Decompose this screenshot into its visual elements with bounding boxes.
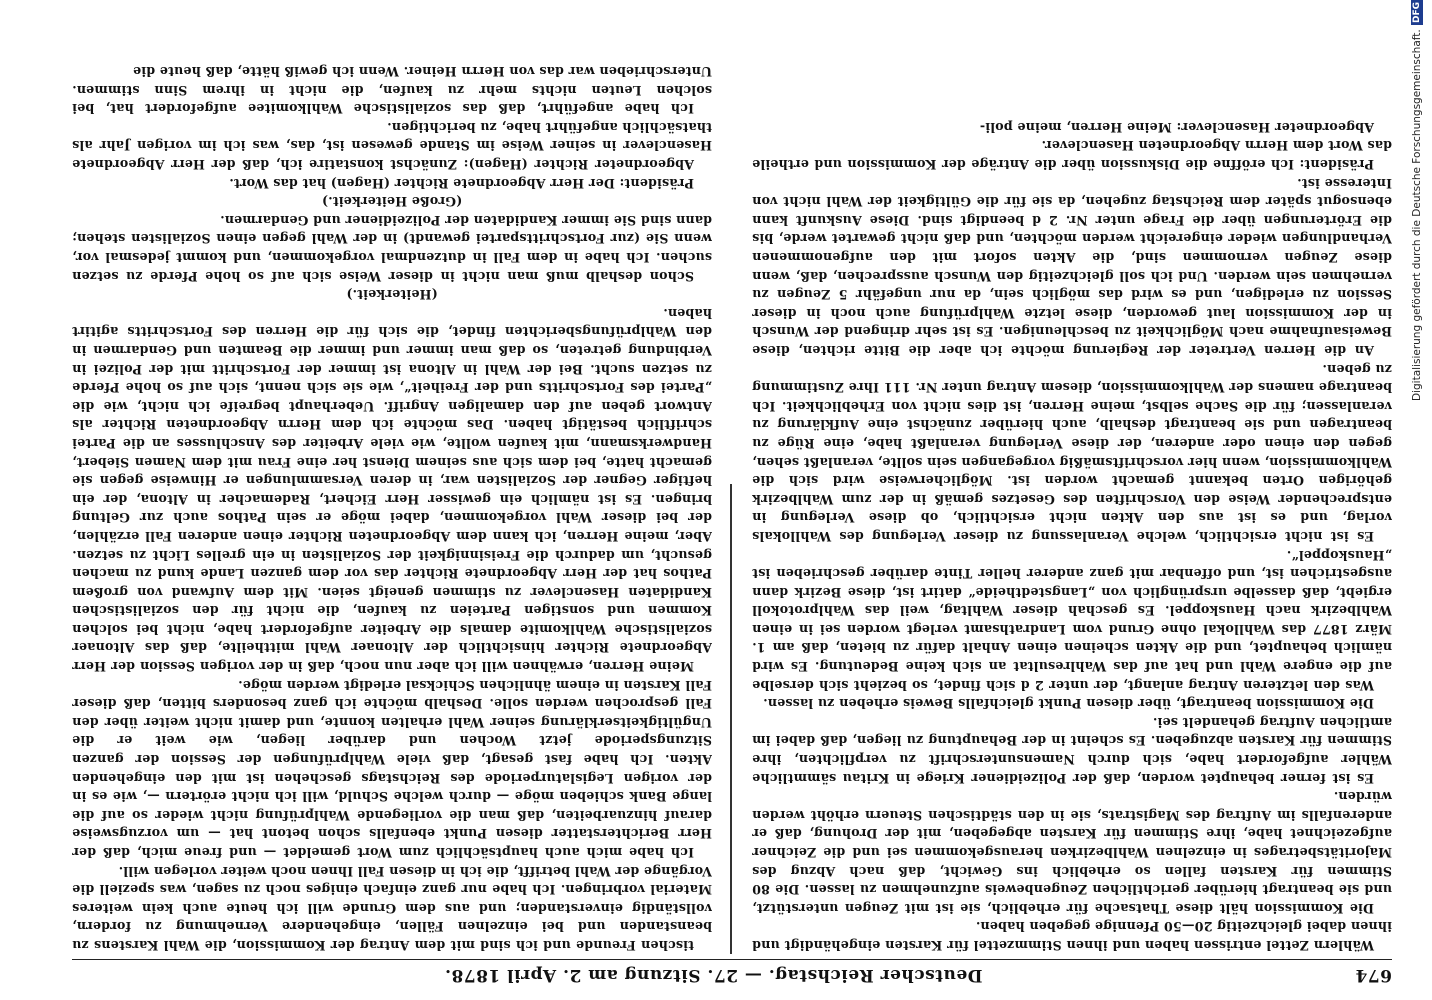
paragraph: tischen Freunde und ich sind mit dem Antrag der Kommission, die Wahl Karstens zu beanstanden und bei einzelnen Fällen, eingehendere Vernehmung zu fordern, vollständig einverstanden; und aus dem Grunde will ich heute auch kein weiteres Material vorbringen. Ich habe nur ganz einfach einiges noch zu sagen, was speziell die Vorgänge der Wahl betrifft, die ich in diesen Fall Ihnen noch weiter vorlegen will. xyxy=(72,863,712,953)
column-divider xyxy=(731,484,733,954)
paragraph: (Heiterkeit.) xyxy=(346,287,438,303)
paragraph: Wählern Zettel entrissen haben und ihnen Stimmzettel für Karsten eingehändigt und ihnen dabei gleichzeitig 20—50 Pfennige gegeben haben. xyxy=(752,919,1392,953)
paragraph: Ich habe angeführt, daß das sozialistische Wahlkomitee aufgefordert hat, bei solchen Leuten nichts mehr zu kaufen, die nicht in ihrem Sinn stimmen. Unterschrieben war das von Herrn Heiner. Wenn ich gewiß hätte, daß heute die xyxy=(72,64,712,117)
paragraph: (Große Heiterkeit.) xyxy=(321,194,463,210)
dfg-logo: DFG xyxy=(1412,2,1422,24)
paragraph: Die Kommission beantragt, über diesen Punkt gleichfalls Beweis erheben zu lassen. xyxy=(763,696,1374,712)
paragraph: Präsident: Der Herr Abgeordnete Richter (Hagen) hat das Wort. xyxy=(229,175,694,191)
paragraph: Es ist ferner behauptet worden, daß der Polizeidiener Kriege in Kritau sämmtliche Wähler aufgefordert habe, sich durch Namensunterschrift zu verpflichten, ihre Stimmen für Karsten abzugeben. Es scheint in der Behauptung zu liegen, daß dabei im amtlichen Auftrag gehandelt sei. xyxy=(752,714,1392,786)
paragraph: Es ist nicht ersichtlich, welche Veranlassung zu dieser Verlegung des Wahllokals vorlag, und es ist aus den Akten nicht ersichtlich, ob diese Verlegung in entsprechender Weise den Vorschriften des Gesetzes gemäß in der zum Wahlbezirk gehörigen Orten bekannt gemacht worden ist. Möglicherweise wird sich die Wahlkommission, wenn hier vorschriftsmäßig vorgegangen sein sollte, veranlaßt sehen, gegen den einen oder anderen, der diese Verlegung veranlaßt habe, eine Rüge zu beantragen und sie beantragt deshalb, auch hierüber zunächst eine Aufklärung zu veranlassen; für die Sache selbst, meine Herren, ist dies nicht von Erheblichkeit. Ich beantrage namens der Wahlkommission, diesem Antrag unter Nr. 111 Ihre Zustimmung zu geben. xyxy=(752,361,1392,544)
page-number: 674 xyxy=(1355,965,1392,985)
credit-text: Digitalisierung gefördert durch die Deutsche Forschungsgemeinschaft. xyxy=(1411,29,1423,401)
page-running-title: Deutscher Reichstag. — 27. Sitzung am 2. April 1878. xyxy=(444,965,983,985)
text-column-right xyxy=(72,54,712,954)
paragraph: An die Herren Vertreter der Regierung möchte ich aber die Bitte richten, diese Beweisaufnahme nach Möglichkeit zu beschleunigen. Es ist sehr dringend der Wunsch in der Kommission laut geworden, diese letzte Wahlprüfung auch noch in dieser Session zu erledigen, und es wird das möglich sein, da nur ungefähr 5 Zeugen zu vernehmen sein werden. Und ich soll gleichzeitig den Wunsch aussprechen, daß, wenn diese Zeugen vernommen sind, die Akten sofort mit den aufgenommenen Verhandlungen wieder eingereicht werden möchten, und daß nicht gewartet werde, bis die Erörterungen über die Frage unter Nr. 2 d beendigt sind. Diese Auskunft kann ebensogut später dem Reichstag zugehen, da sie für die Gültigkeit der Wahl nicht von Interesse ist. xyxy=(752,175,1392,358)
text-column-left xyxy=(752,54,1392,954)
paragraph: Schon deshalb muß man nicht in dieser Weise sich auf so hohe Pferde zu setzen suchen. Ich habe in dem Fall in dutzendmal vorgekommen, und kommt jedesmal vor, wenn Sie (zur Fortschrittspartei gewandt) in der Wahl gegen einen Sozialisten stehen; dann sind Sie immer Kandidaten der Polizeidiener und Gendarmen. xyxy=(72,212,712,284)
page-header xyxy=(72,959,1392,990)
paragraph: Die Kommission hält diese Thatsache für erheblich, sie ist mit Zeugen unterstützt, und sie beantragt hierüber gerichtlichen Zeugenbeweis aufzunehmen zu lassen. Die 80 Stimmen für Karsten fallen so erheblich ins Gewicht, daß nach Abzug des Majoritätsbetrages in einzelnen Wahlbezirken herausgekommen sei und die Zeichner aufgezeichnet habe, ihre Stimmen für Karsten abgegeben, mit der Drohung, daß er anderenfalls im Auftrag des Magistrats, sie in den städtischen Steuern erhöht werden würden. xyxy=(752,789,1392,916)
digitization-credit xyxy=(1406,0,1428,1000)
paragraph: Abgeordneter Richter (Hagen): Zunächst konstatire ich, daß der Herr Abgeordnete Hasenclever in seiner Weise im Stande gewesen ist, das, was ich im vorigen Jahr als thatsächlich angeführt habe, zu berichtigen. xyxy=(72,119,712,173)
paragraph: Ich habe mich auch hauptsächlich zum Wort gemeldet — und freue mich, daß der Herr Berichterstatter diesen Punkt ebenfalls schon betont hat — um vorzugsweise darauf hinzuarbeiten, daß man die vorliegende Wahlprüfung nicht wieder so auf die lange Bank schieben möge — durch welche Schuld, will ich nicht erörtern —, wie es in der vorigen Legislaturperiode des Reichstags geschehen ist mit den eingehenden Akten. Ich habe fast gesagt, daß viele Wahlprüfungen der Session der ganzen Sitzungsperiode jetzt Wochen und darüber liegen, wie weit er die Ungültigkeitserklärung seiner Wahl erhalten konnte, und damit nicht weiter über den Fall gesprochen werden solle. Deshalb möchte ich ganz besonders bitten, daß dieser Fall Karsten in einem ähnlichen Schicksal erledigt werden möge. xyxy=(72,677,712,861)
paragraph: Meine Herren, erwähnen will ich aber nun noch, daß in der vorigen Session der Herr Abgeordnete Richter hinsichtlich der Altonaer Wahl mittheilte, daß das Altonaer sozialistische Wahlkomite damals die Arbeiter aufgefordert habe, nicht bei solchen Kommen und sonstigen Parteien zu kaufen, die nicht für den sozialistischen Kandidaten Hasenclever zu stimmen geneigt seien. Mit dem Aufwand von großem Pathos hat der Herr Abgeordnete Richter das vor dem ganzen Lande kund zu machen gesucht, um dadurch die Freisinnigkeit der Sozialisten in ein grelles Licht zu setzen. Aber, meine Herren, ich kann dem Abgeordneten Richter einen anderen Fall erzählen, der bei dieser Wahl vorgekommen, dabei möge er sein Pathos auch zur Geltung bringen. Es ist nämlich ein gewisser Herr Eichert, Rademacher in Altona, der ein heftiger Gegner der Sozialisten war, in deren Versammlungen er Hinweise gegen sie gemacht hatte, bei dem sich aus seinem Dienst her eine Frau mit dem Namen Siebert, Handwerksmann, mit kaufen wollte, wie viele Arbeiter des Anschlusses an die Partei schriftlich bestätigt haben. Das möchte ich dem Herrn Abgeordneten Richter als Antwort geben auf den damaligen Angriff. Ueberhaupt begreife ich nicht, wie die „Partei des Fortschritts und der Freiheit“, wie sie sich nennt, sich auf so hohe Pferde zu setzen sucht. Bei der Wahl in Altona ist immer der Fortschritt mit der Polizei in Verbindung getreten, so daß man immer und immer die Beamten und Gendarmen in den Wahlprüfungsberichten findet, die sich für die Herren des Fortschritts agitirt haben. xyxy=(72,305,712,675)
paragraph: Abgeordneter Hasenclever: Meine Herren, meine poli- xyxy=(979,119,1374,135)
paragraph: Was den letzteren Antrag anlangt, der unter 2 d sich findet, so bezieht sich derselbe auf die engere Wahl und hat auf das Wahlresultat an sich keine Bedeutung. Es wird nämlich behauptet, und die Akten scheinen einen Anhalt dafür zu bieten, daß am 1. März 1877 das Wahllokal ohne Grund vom Landrathsamt verlegt worden sei in einen Wahlbezirk nach Hauskoppel. Es geschah dieser Wahltag, weil das Wahlprotokoll ergiebt, daß dasselbe ursprünglich von „Langstedtheide“ datirt ist, diese Bezirk dann ausgestrichen ist, und offenbar mit ganz anderer heller Tinte darüber geschrieben ist „Hauskoppel“. xyxy=(752,547,1392,693)
paragraph: Präsident: Ich eröffne die Diskussion über die Anträge der Kommission und ertheile das Wort dem Herrn Abgeordneten Hasenclever. xyxy=(752,138,1392,173)
